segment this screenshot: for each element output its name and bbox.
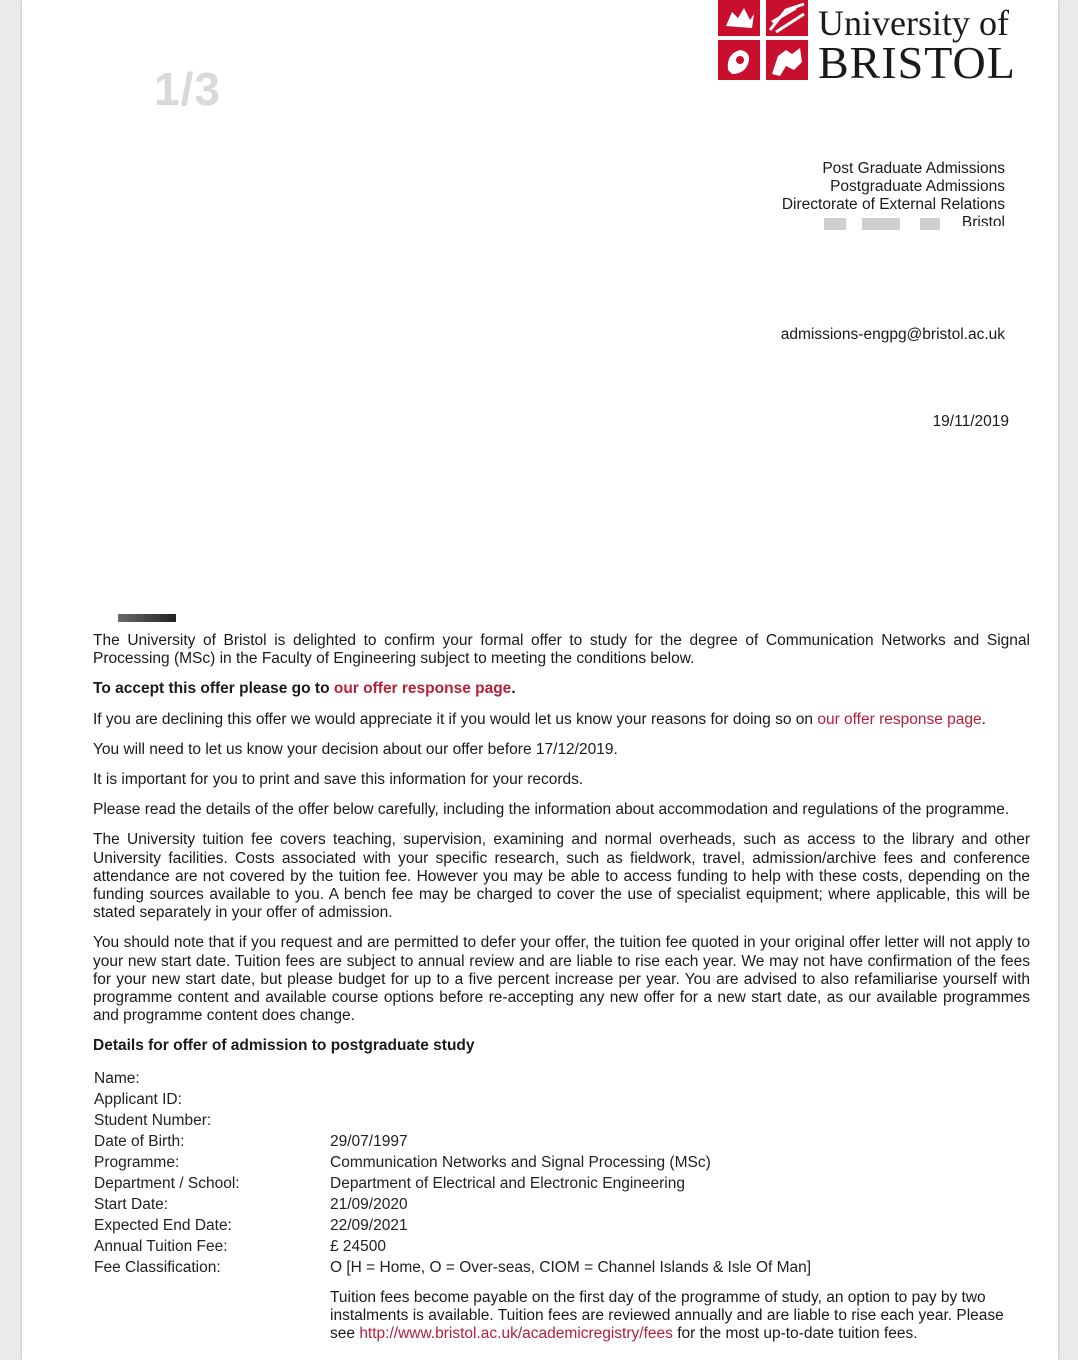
logo-text-university: University of [818, 3, 1009, 43]
redaction-bar [824, 218, 846, 230]
details-row [94, 1112, 811, 1133]
details-label: Date of Birth: [94, 1132, 185, 1150]
paragraph: You should note that if you request and are permitted to defer your offer, the tuition fee quoted in your original offer letter will not apply to your new start date. Tuition fees are subject to annual review and are liable to rise each year. We may not have confirmation of the fees for your new start date, but please budget for up to a five percent increase per year. You are advised to also refamiliarise yourself with programme content and available course options before re-accepting any new offer for a new start date, as our available programmes and programme content does change. [93, 934, 1030, 1025]
crest-icon [718, 0, 808, 80]
details-row [94, 1133, 811, 1154]
details-row [94, 1217, 811, 1238]
details-label: Programme: [94, 1153, 180, 1171]
details-label: Annual Tuition Fee: [94, 1237, 228, 1255]
fees-link[interactable]: http://www.bristol.ac.uk/academicregistry/fees [359, 1325, 673, 1343]
details-value [330, 1091, 811, 1112]
details-value: 29/07/1997 [330, 1132, 408, 1150]
paragraph: You will need to let us know your decision about our offer before 17/12/2019. [93, 740, 618, 758]
decline-paragraph [93, 711, 1030, 729]
letter-body [93, 632, 1030, 1343]
address-line: Post Graduate Admissions [822, 160, 1005, 177]
details-label: Student Number: [94, 1111, 212, 1129]
fees-note-suffix: for the most up-to-date tuition fees. [672, 1325, 918, 1343]
details-heading: Details for offer of admission to postgraduate study [93, 1037, 475, 1055]
details-value: O [H = Home, O = Over-seas, CIOM = Channel Islands & Isle Of Man] [330, 1258, 812, 1276]
accept-text: To accept this offer please go to [93, 680, 334, 698]
address-line: Bristol [961, 214, 1005, 226]
accept-paragraph [93, 680, 1030, 698]
details-row [94, 1175, 811, 1196]
paragraph: Please read the details of the offer below carefully, including the information about accommodation and regulations of the programme. [93, 801, 1010, 819]
details-label: Applicant ID: [94, 1090, 182, 1108]
details-row [94, 1091, 811, 1112]
details-value [330, 1112, 811, 1133]
details-table [94, 1070, 811, 1280]
sender-address [782, 160, 1005, 226]
details-label: Department / School: [94, 1174, 240, 1192]
redacted-recipient [118, 614, 176, 622]
details-label: Name: [94, 1069, 140, 1087]
page-counter: 1/3 [154, 63, 221, 115]
details-row [94, 1196, 811, 1217]
details-row [94, 1259, 811, 1280]
paragraph: It is important for you to print and save this information for your records. [93, 771, 584, 789]
details-label: Expected End Date: [94, 1216, 232, 1234]
paragraph: The University tuition fee covers teaching, supervision, examining and normal overheads, such as access to the library and other University facilities. Costs associated with your specific research, such as fieldwork, travel, admission/archive fees and conference attendance are not covered by the tuition fee. However you may be able to access funding to help with these costs, depending on the funding sources available to you. A bench fee may be charged to cover the use of specialist equipment; where applicable, this will be stated separately in your offer of admission. [93, 831, 1030, 922]
details-row [94, 1154, 811, 1175]
letter-date: 19/11/2019 [932, 413, 1009, 430]
details-value: £ 24500 [330, 1237, 387, 1255]
offer-response-link[interactable]: our offer response page [333, 680, 512, 698]
paragraph: The University of Bristol is delighted to confirm your formal offer to study for the degree of Communication Networks and Signal Processing (MSc) in the Faculty of Engineering subject to meeting the conditions below. [93, 632, 1030, 668]
address-line: Directorate of External Relations [781, 196, 1005, 213]
details-row [94, 1238, 811, 1259]
offer-response-link[interactable]: our offer response page [817, 710, 982, 728]
address-line: Postgraduate Admissions [830, 178, 1005, 195]
details-value [330, 1070, 811, 1091]
letter-page [22, 0, 1058, 1360]
decline-text: If you are declining this offer we would appreciate it if you would let us know your reasons for doing so on [93, 710, 818, 728]
contact-email: admissions-engpg@bristol.ac.uk [780, 326, 1005, 343]
details-value: 21/09/2020 [330, 1195, 408, 1213]
details-label: Fee Classification: [94, 1258, 221, 1276]
details-label: Start Date: [94, 1195, 169, 1213]
details-value: 22/09/2021 [330, 1216, 408, 1234]
fees-note [330, 1289, 1020, 1344]
details-value: Communication Networks and Signal Processing (MSc) [330, 1153, 711, 1171]
decline-suffix: . [981, 710, 986, 728]
details-value: Department of Electrical and Electronic Engineering [330, 1174, 685, 1192]
fees-note-text: Tuition fees become payable on the first day of the programme of study, an option to pay by two instalments is available. Tuition fees are reviewed annually and are liable to rise each year. Please see [330, 1288, 1004, 1343]
redaction-bar [920, 218, 940, 230]
university-logo [718, 0, 1038, 88]
accept-suffix: . [511, 680, 516, 698]
redaction-bar [862, 218, 900, 230]
logo-text-bristol: BRISTOL [818, 37, 1016, 88]
details-row [94, 1070, 811, 1091]
